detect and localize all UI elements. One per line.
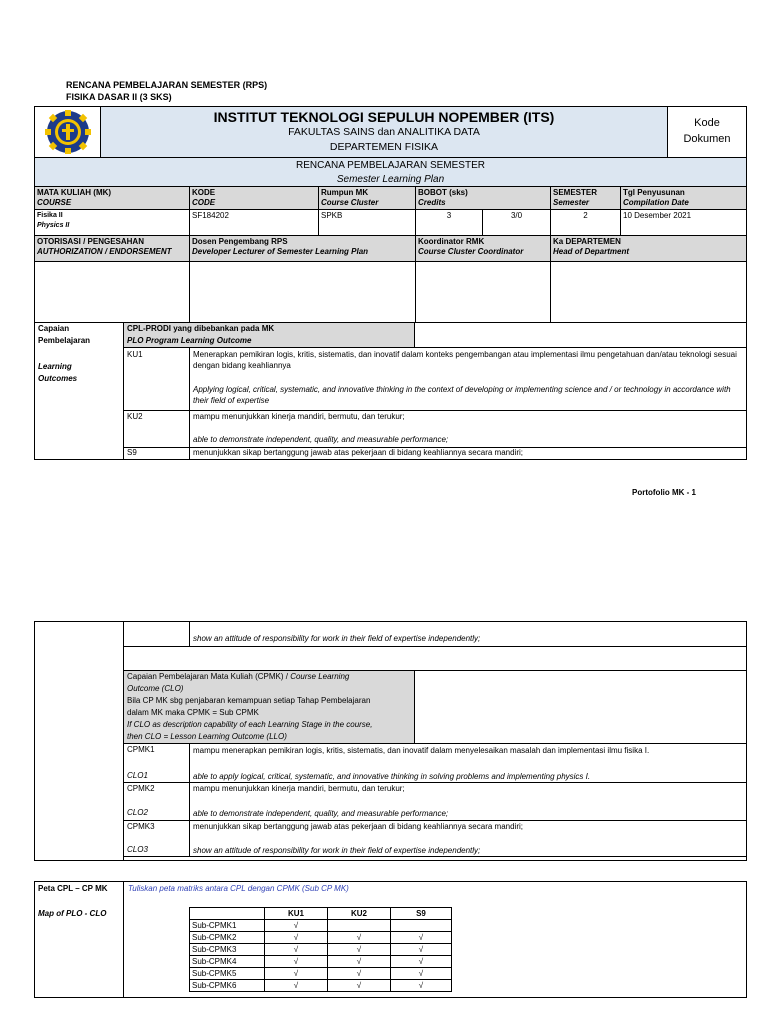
course-name-cell — [34, 209, 190, 236]
cluster-label-en: Course Cluster — [321, 198, 379, 207]
course-code-cell — [189, 209, 319, 236]
credits-header — [415, 186, 551, 210]
document-course-title: FISIKA DASAR II (3 SKS) — [66, 92, 172, 102]
mk-label: MATA KULIAH (MK) — [37, 188, 112, 197]
date-header — [620, 186, 747, 210]
divider — [414, 322, 415, 348]
clo-header-line1: Capaian Pembelajaran Mata Kuliah (CPMK) / Course Learning — [127, 672, 350, 681]
s9-code: S9 — [127, 448, 137, 457]
check-cell: √ — [265, 980, 328, 992]
clo1-code: CLO1 — [127, 771, 148, 780]
signature-empty-cell — [34, 261, 190, 323]
row-label: Sub-CPMK4 — [190, 956, 265, 968]
table-row — [190, 932, 452, 944]
check-cell: √ — [328, 944, 391, 956]
divider — [123, 646, 747, 647]
course-cluster-cell — [318, 209, 416, 236]
course-credits: 3 — [446, 211, 452, 220]
head-label-en: Head of Department — [553, 247, 630, 256]
check-cell: √ — [328, 956, 391, 968]
coordinator-header — [415, 235, 551, 262]
check-cell: √ — [391, 944, 452, 956]
outcomes-label: Capaian — [38, 324, 70, 333]
check-cell: √ — [391, 968, 452, 980]
date-label: Tgl Penyusunan — [623, 188, 685, 197]
rps-title-band — [34, 157, 747, 187]
cpmk2-text: mampu menunjukkan kinerja mandiri, bermutu, dan terukur; — [193, 784, 405, 793]
table-row — [190, 956, 452, 968]
kode-label: Kode — [694, 117, 720, 129]
credits-label: BOBOT (sks) — [418, 188, 468, 197]
map-label: Peta CPL – CP MK — [38, 884, 108, 893]
code-label: KODE — [192, 188, 216, 197]
rps-title-en: Semester Learning Plan — [336, 174, 445, 185]
institution-block — [100, 106, 668, 158]
code-header — [189, 186, 319, 210]
faculty-name: FAKULTAS SAINS dan ANALITIKA DATA — [288, 126, 480, 138]
cpmk3-text-en: show an attitude of responsibility for work in their field of expertise independently; — [193, 846, 481, 855]
cpmk1-code: CPMK1 — [127, 745, 155, 754]
check-cell: √ — [265, 968, 328, 980]
s9-text-en: show an attitude of responsibility for work in their field of expertise independently; — [193, 634, 481, 643]
mk-label-en: COURSE — [37, 198, 72, 207]
course-name: Fisika II — [37, 212, 63, 219]
map-label-en: Map of PLO - CLO — [38, 909, 107, 918]
matrix-col-ku1: KU1 — [265, 908, 328, 920]
divider — [123, 347, 747, 348]
matrix-col-s9: S9 — [391, 908, 452, 920]
cluster-header — [318, 186, 416, 210]
department-name: DEPARTEMEN FISIKA — [329, 141, 439, 153]
course-credits-cell — [415, 209, 483, 236]
course-cluster: SPKB — [321, 211, 343, 220]
authorization-label: OTORISASI / PENGESAHAN — [37, 237, 144, 246]
ku1-text: Menerapkan pemikiran logis, kritis, sistematis, dan inovatif dalam konteks pengembangan atau implementasi ilmu pengetahuan dan/atau teknologi sesuai dengan bidang keahliannya — [193, 350, 737, 370]
plo-clo-matrix — [189, 907, 452, 992]
row-label: Sub-CPMK3 — [190, 944, 265, 956]
clo3-code: CLO3 — [127, 845, 148, 854]
divider — [414, 670, 415, 743]
course-code: SF184202 — [192, 211, 229, 220]
cpmk3-text: menunjukkan sikap bertanggung jawab atas pekerjaan di bidang keahliannya secara mandiri; — [193, 822, 523, 831]
developer-signature-cell — [189, 261, 416, 323]
cluster-label: Rumpun MK — [321, 188, 369, 197]
developer-label: Dosen Pengembang RPS — [192, 237, 288, 246]
clo-header-line3: Bila CP MK sbg penjabaran kemampuan setiap Tahap Pembelajaran — [127, 696, 371, 705]
cpmk1-text-en: able to apply logical, critical, systematic, and innovative thinking in solving problems and implementing physics I. — [193, 772, 591, 781]
matrix-col-ku2: KU2 — [328, 908, 391, 920]
row-label: Sub-CPMK2 — [190, 932, 265, 944]
logo-cell — [34, 106, 101, 158]
course-name-en: Physics II — [37, 222, 70, 229]
ku2-text-en: able to demonstrate independent, quality, and measurable performance; — [193, 435, 449, 444]
head-signature-cell — [550, 261, 747, 323]
authorization-label-en: AUTHORIZATION / ENDORSEMENT — [37, 247, 172, 256]
cpmk2-text-en: able to demonstrate independent, quality, and measurable performance; — [193, 809, 449, 818]
outcomes-label-en-2: Outcomes — [38, 374, 78, 383]
developer-label-en: Developer Lecturer of Semester Learning Plan — [192, 247, 369, 256]
check-cell: √ — [265, 944, 328, 956]
semester-header — [550, 186, 621, 210]
table-row — [190, 920, 452, 932]
ku1-text-en: Applying logical, critical, systematic, and innovative thinking in the context of developing or implementing science and / or technology in accordance with their field of expertise — [193, 385, 731, 405]
s9-text: menunjukkan sikap bertanggung jawab atas pekerjaan di bidang keahliannya secara mandiri; — [193, 448, 523, 457]
ku2-code: KU2 — [127, 412, 143, 421]
divider — [189, 348, 190, 460]
document-pretitle: RENCANA PEMBELAJARAN SEMESTER (RPS) — [66, 80, 268, 90]
semester-label: SEMESTER — [553, 188, 598, 197]
clo-header-line4: dalam MK maka CPMK = Sub CPMK — [127, 708, 259, 717]
check-cell: √ — [328, 932, 391, 944]
course-semester-cell — [550, 209, 621, 236]
date-label-en: Compilation Date — [623, 198, 689, 207]
outcomes-label-en: Learning — [38, 362, 72, 371]
check-cell: √ — [265, 956, 328, 968]
table-row — [190, 944, 452, 956]
row-label: Sub-CPMK6 — [190, 980, 265, 992]
portfolio-footer: Portofolio MK - 1 — [632, 488, 696, 497]
cpmk2-code: CPMK2 — [127, 784, 155, 793]
divider — [123, 743, 747, 744]
table-row — [190, 980, 452, 992]
head-header — [550, 235, 747, 262]
dokumen-label: Dokumen — [683, 133, 731, 145]
divider — [189, 743, 190, 857]
clo-header-line2: Outcome (CLO) — [127, 684, 184, 693]
coordinator-label-en: Course Cluster Coordinator — [418, 247, 524, 256]
course-credits-split-cell — [482, 209, 551, 236]
course-date-cell — [620, 209, 747, 236]
authorization-header — [34, 235, 190, 262]
course-date: 10 Desember 2021 — [623, 211, 692, 220]
ku1-code: KU1 — [127, 350, 143, 359]
clo2-code: CLO2 — [127, 808, 148, 817]
semester-label-en: Semester — [553, 198, 590, 207]
code-label-en: CODE — [192, 198, 216, 207]
row-label: Sub-CPMK5 — [190, 968, 265, 980]
coordinator-signature-cell — [415, 261, 551, 323]
matrix-corner — [190, 908, 265, 920]
divider — [123, 856, 747, 857]
check-cell: √ — [328, 980, 391, 992]
coordinator-label: Koordinator RMK — [418, 237, 485, 246]
head-label: Ka DEPARTEMEN — [553, 237, 621, 246]
plo-header-en: PLO Program Learning Outcome — [127, 336, 252, 345]
credits-label-en: Credits — [418, 198, 446, 207]
divider — [123, 881, 124, 998]
developer-header — [189, 235, 416, 262]
outcomes-label-2: Pembelajaran — [38, 336, 91, 345]
table-row — [190, 968, 452, 980]
check-cell: √ — [265, 932, 328, 944]
document-code-cell — [667, 106, 747, 158]
its-logo — [38, 108, 98, 156]
rps-title: RENCANA PEMBELAJARAN SEMESTER — [296, 160, 485, 171]
check-cell: √ — [328, 968, 391, 980]
institution-name: INSTITUT TEKNOLOGI SEPULUH NOPEMBER (ITS) — [213, 109, 555, 125]
check-cell: √ — [391, 932, 452, 944]
course-credits-split: 3/0 — [510, 211, 523, 220]
map-instruction: Tuliskan peta matriks antara CPL dengan CPMK (Sub CP MK) — [128, 884, 349, 893]
check-cell: √ — [391, 980, 452, 992]
matrix-header-row — [190, 908, 452, 920]
clo-header-line6: then CLO = Lesson Learning Outcome (LLO) — [127, 732, 287, 741]
row-label: Sub-CPMK1 — [190, 920, 265, 932]
cpmk1-text: mampu menerapkan pemikiran logis, kritis, sistematis, dan inovatif dalam menyelesaikan masalah dan implementasi ilmu fisika I. — [193, 746, 650, 755]
plo-header: CPL-PRODI yang dibebankan pada MK — [127, 324, 275, 333]
cpmk3-code: CPMK3 — [127, 822, 155, 831]
course-semester: 2 — [583, 211, 588, 220]
check-cell: √ — [265, 920, 328, 932]
divider — [189, 621, 190, 647]
mk-header — [34, 186, 190, 210]
check-cell — [391, 920, 452, 932]
check-cell: √ — [391, 956, 452, 968]
clo-header-line5: If CLO as description capability of each Learning Stage in the course, — [127, 720, 373, 729]
check-cell — [328, 920, 391, 932]
ku2-text: mampu menunjukkan kinerja mandiri, bermutu, dan terukur; — [193, 412, 405, 421]
